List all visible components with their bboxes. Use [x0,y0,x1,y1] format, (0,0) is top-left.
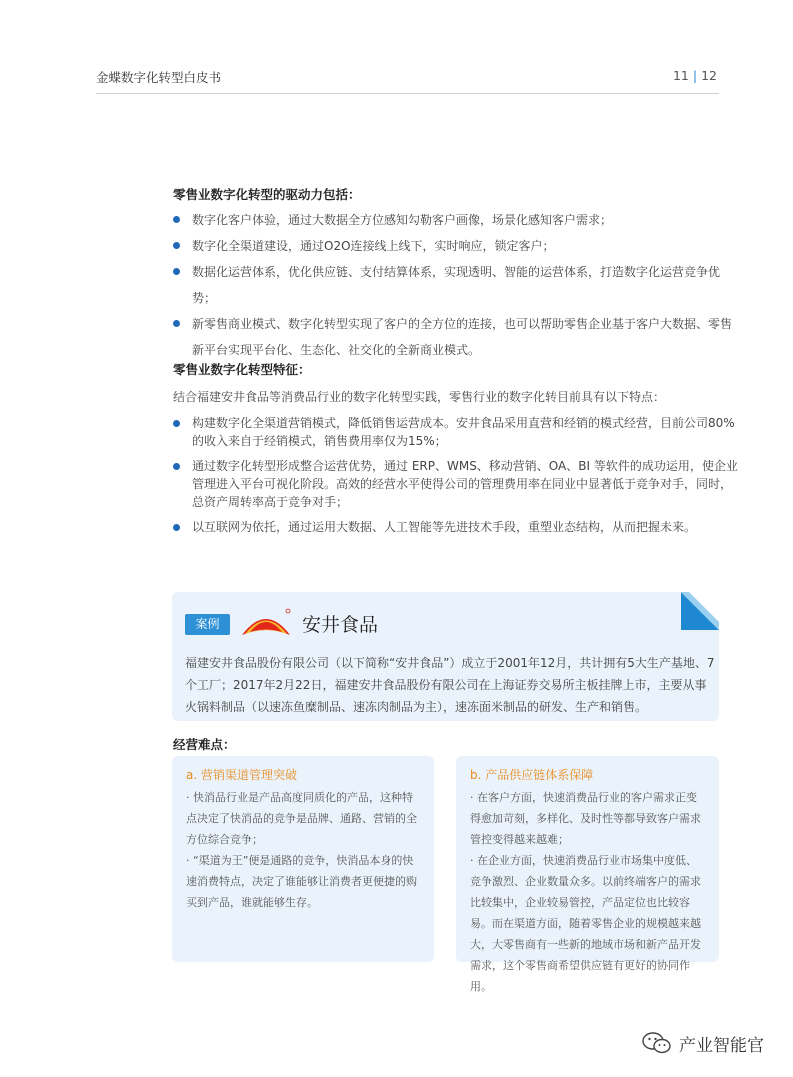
features-intro: 结合福建安井食品等消费品行业的数字化转型实践，零售行业的数字化转目前具有以下特点： [173,390,666,404]
list-item [173,457,743,511]
list-item [173,207,743,233]
list-item [173,311,743,363]
features-list [173,414,743,543]
anjoy-logo [239,605,293,643]
case-study-box [172,592,719,721]
card-title: b. 产品供应链体系保障 [470,768,594,782]
bullet-dot [173,268,180,275]
bullet-dot [173,524,180,531]
card-paragraph: · 在企业方面，快速消费品行业市场集中度低、竞争激烈、企业数量众多。以前终端客户的需求比较集中，企业较易管控，产品定位也比较容易。而在渠道方面，随着零售企业的规模越来越大，大零售商有一些新的地域市场和新产品开发需求，这个零售商希望供应链有更好的协同作用。 [470,854,701,993]
section-title-features: 零售业数字化转型特征： [173,362,311,377]
card-text [470,787,705,997]
bullet-dot [173,320,180,327]
bullet-dot [173,242,180,249]
company-name: 安井食品 [302,614,379,636]
list-item-text: 通过数字化转型形成整合运营优势，通过 ERP、WMS、移动营销、OA、BI 等软件的成功运用，使企业管理进入平台可视化阶段。高效的经营水平使得公司的管理费用率在同业中显著低于竞争对手，同时，总资产周转率高于竞争对手； [192,459,738,509]
list-item-text: 数字化全渠道建设，通过O2O连接线上线下，实时响应，锁定客户； [192,239,555,253]
bullet-dot [173,463,180,470]
page-separator: | [692,68,698,83]
page-fold-icon [681,592,719,630]
section-title-drivers: 零售业数字化转型的驱动力包括： [173,187,361,202]
page-header [96,66,719,94]
page-numbers [673,68,717,83]
wechat-icon [641,1030,673,1056]
card-title: a. 营销渠道管理突破 [186,768,297,782]
case-description: 福建安井食品股份有限公司（以下简称“安井食品”）成立于2001年12月，共计拥有5大生产基地、7个工厂；2017年2月22日，福建安井食品股份有限公司在上海证券交易所主板挂牌上市，主要从事火锅料制品（以速冻鱼糜制品、速冻肉制品为主），速冻面米制品的研发、生产和销售。 [185,656,715,714]
bullet-dot [173,216,180,223]
list-item-text: 构建数字化全渠道营销模式，降低销售运营成本。安井食品采用直营和经销的模式经营，目前公司80%的收入来自于经销模式，销售费用率仅为15%； [192,416,735,448]
list-item [173,233,743,259]
list-item [173,414,743,450]
list-item-text: 以互联网为依托，通过运用大数据、人工智能等先进技术手段，重塑业态结构，从而把握未来。 [192,520,697,534]
watermark-text: 产业智能官 [679,1036,764,1056]
case-tag: 案例 [185,614,230,635]
list-item-text: 数字化客户体验，通过大数据全方位感知勾勒客户画像，场景化感知客户需求； [192,213,613,227]
difficulty-card-marketing [172,756,434,962]
card-paragraph: · 快消品行业是产品高度同质化的产品，这种特点决定了快消品的竞争是品牌、通路、营销的全方位综合竞争； [186,791,417,846]
card-text [186,787,420,913]
page-number-right: 12 [701,68,717,83]
list-item-text: 数据化运营体系，优化供应链、支付结算体系，实现透明、智能的运营体系，打造数字化运营竞争优势； [192,265,721,305]
document-title: 金蝶数字化转型白皮书 [96,70,222,85]
difficulty-card-supply-chain [456,756,719,993]
page-number-left: 11 [672,68,689,83]
list-item-text: 新零售商业模式、数字化转型实现了客户的全方位的连接，也可以帮助零售企业基于客户大数据、零售新平台实现平台化、生态化、社交化的全新商业模式。 [192,317,733,357]
card-paragraph: · 在客户方面，快速消费品行业的客户需求正变得愈加苛刻，多样化、及时性等都导致客户需求管控变得越来越难； [470,791,701,846]
bullet-dot [173,420,180,427]
drivers-list [173,207,743,363]
watermark [641,1030,764,1060]
section-title-difficulties: 经营难点： [173,737,236,752]
list-item [173,518,743,536]
card-paragraph: · “渠道为王”便是通路的竞争，快消品本身的快速消费特点，决定了谁能够让消费者更便捷的购买到产品，谁就能够生存。 [186,854,417,909]
list-item [173,259,743,311]
